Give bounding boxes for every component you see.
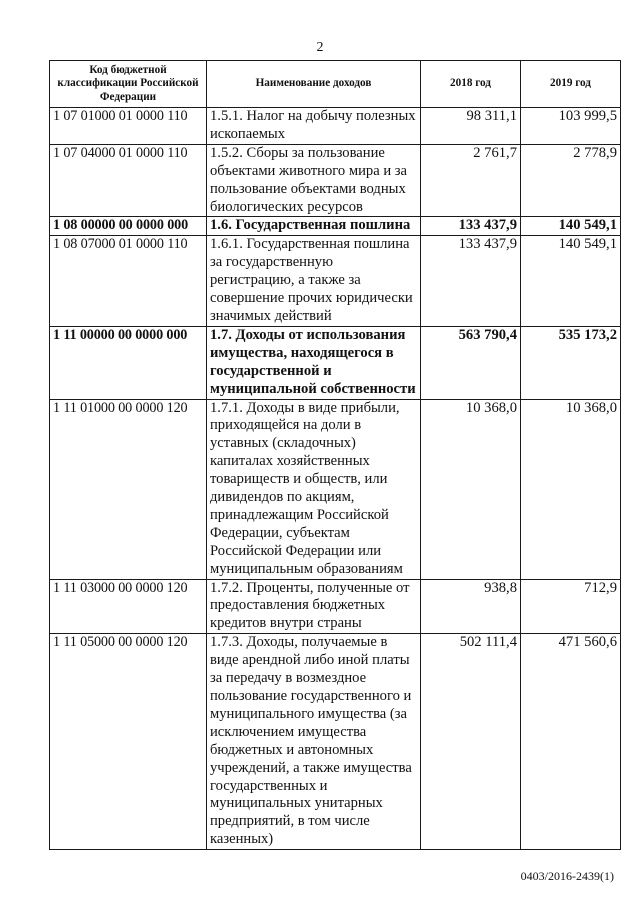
value-2019-cell: 103 999,5 — [521, 108, 621, 145]
table-row — [50, 326, 621, 399]
revenue-name-cell: 1.6.1. Государственная пошлина за государственную регистрацию, а также за совершение прочих юридически значимых действий — [207, 236, 421, 327]
value-2019-cell: 2 778,9 — [521, 144, 621, 217]
header-code: Код бюджетной классификации Российской Федерации — [50, 61, 207, 108]
revenue-name-cell: 1.7.1. Доходы в виде прибыли, приходящейся на доли в уставных (складочных) капиталах хозяйственных товариществ и обществ, или дивидендов по акциям, принадлежащим Российской Федерации, субъектам Российской Федерации или муниципальным образованиям — [207, 399, 421, 579]
revenue-name-cell: 1.5.1. Налог на добычу полезных ископаемых — [207, 108, 421, 145]
table-body — [50, 108, 621, 850]
table-row — [50, 634, 621, 850]
revenue-table — [49, 60, 621, 850]
revenue-name-cell: 1.5.2. Сборы за пользование объектами животного мира и за пользование объектами водных биологических ресурсов — [207, 144, 421, 217]
budget-code-cell: 1 08 00000 00 0000 000 — [50, 217, 207, 236]
value-2018-cell: 938,8 — [421, 579, 521, 634]
page-number: 2 — [316, 40, 324, 55]
value-2019-cell: 10 368,0 — [521, 399, 621, 579]
budget-code-cell: 1 07 01000 01 0000 110 — [50, 108, 207, 145]
value-2019-cell: 535 173,2 — [521, 326, 621, 399]
value-2018-cell: 502 111,4 — [421, 634, 521, 850]
table-row — [50, 144, 621, 217]
table-row — [50, 217, 621, 236]
table-row — [50, 399, 621, 579]
value-2019-cell: 471 560,6 — [521, 634, 621, 850]
budget-code-cell: 1 11 00000 00 0000 000 — [50, 326, 207, 399]
budget-code-cell: 1 11 01000 00 0000 120 — [50, 399, 207, 579]
value-2019-cell: 140 549,1 — [521, 236, 621, 327]
value-2018-cell: 563 790,4 — [421, 326, 521, 399]
value-2019-cell: 140 549,1 — [521, 217, 621, 236]
revenue-name-cell: 1.7.3. Доходы, получаемые в виде арендной либо иной платы за передачу в возмездное пользование государственного и муниципального имущества (за исключением имущества бюджетных и автономных учреждений, а также имущества государственных и муниципальных унитарных предприятий, в том числе казенных) — [207, 634, 421, 850]
budget-code-cell: 1 11 05000 00 0000 120 — [50, 634, 207, 850]
value-2018-cell: 10 368,0 — [421, 399, 521, 579]
budget-code-cell: 1 11 03000 00 0000 120 — [50, 579, 207, 634]
value-2018-cell: 133 437,9 — [421, 236, 521, 327]
revenue-name-cell: 1.6. Государственная пошлина — [207, 217, 421, 236]
value-2018-cell: 2 761,7 — [421, 144, 521, 217]
header-2019: 2019 год — [521, 61, 621, 108]
table-header — [50, 61, 621, 108]
value-2019-cell: 712,9 — [521, 579, 621, 634]
table-row — [50, 108, 621, 145]
budget-code-cell: 1 07 04000 01 0000 110 — [50, 144, 207, 217]
table-row — [50, 579, 621, 634]
budget-code-cell: 1 08 07000 01 0000 110 — [50, 236, 207, 327]
revenue-name-cell: 1.7. Доходы от использования имущества, находящегося в государственной и муниципальной собственности — [207, 326, 421, 399]
document-registration-code: 0403/2016-2439(1) — [520, 869, 614, 883]
value-2018-cell: 133 437,9 — [421, 217, 521, 236]
value-2018-cell: 98 311,1 — [421, 108, 521, 145]
table-row — [50, 236, 621, 327]
revenue-name-cell: 1.7.2. Проценты, полученные от предоставления бюджетных кредитов внутри страны — [207, 579, 421, 634]
header-2018: 2018 год — [421, 61, 521, 108]
header-name: Наименование доходов — [207, 61, 421, 108]
